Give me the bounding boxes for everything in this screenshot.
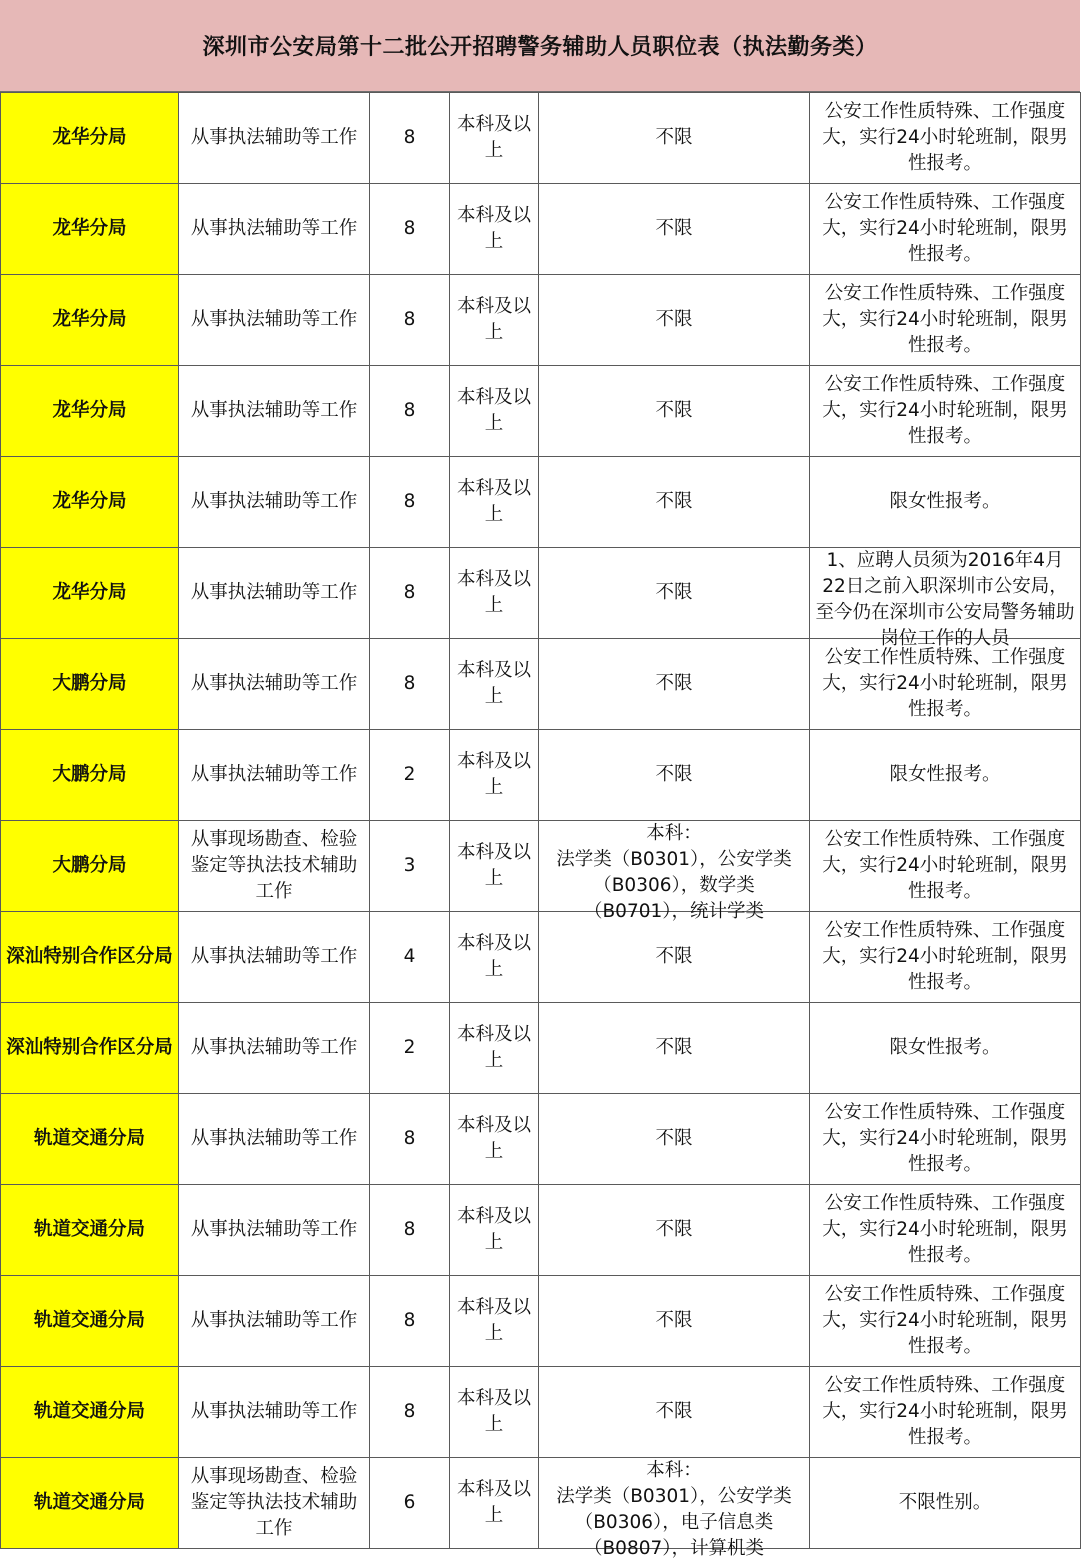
headcount-cell xyxy=(370,1003,450,1094)
department-cell-text: 龙华分局 xyxy=(52,400,127,421)
headcount-cell xyxy=(370,1094,450,1185)
education-cell xyxy=(450,548,539,639)
note-cell xyxy=(810,366,1081,457)
table-row xyxy=(1,639,1081,730)
duty-cell-text: 从事执法辅助等工作 xyxy=(190,127,358,148)
note-cell xyxy=(810,1276,1081,1367)
major-cell-text: 不限 xyxy=(655,400,693,421)
note-cell-text: 公安工作性质特殊、工作强度大，实行24小时轮班制，限男性报考。 xyxy=(822,283,1068,356)
note-cell xyxy=(810,912,1081,1003)
education-cell xyxy=(450,457,539,548)
duty-cell xyxy=(179,730,370,821)
education-cell xyxy=(450,1367,539,1458)
education-cell xyxy=(450,912,539,1003)
table-row xyxy=(1,275,1081,366)
table-row xyxy=(1,457,1081,548)
major-cell-text: 不限 xyxy=(655,764,693,785)
duty-cell xyxy=(179,1367,370,1458)
headcount-cell-text: 8 xyxy=(403,1128,416,1149)
education-cell xyxy=(450,184,539,275)
table-row xyxy=(1,1458,1081,1549)
headcount-cell-text: 8 xyxy=(403,1401,416,1422)
department-cell-text: 轨道交通分局 xyxy=(33,1401,145,1422)
department-cell xyxy=(1,730,179,821)
department-cell xyxy=(1,457,179,548)
education-cell xyxy=(450,1003,539,1094)
major-cell-text: 不限 xyxy=(655,673,693,694)
headcount-cell xyxy=(370,366,450,457)
headcount-cell-text: 8 xyxy=(403,491,416,512)
headcount-cell-text: 8 xyxy=(403,309,416,330)
note-cell xyxy=(810,1458,1081,1549)
headcount-cell-text: 2 xyxy=(403,764,416,785)
department-cell-text: 龙华分局 xyxy=(52,309,127,330)
note-cell xyxy=(810,1094,1081,1185)
department-cell xyxy=(1,1367,179,1458)
department-cell-text: 轨道交通分局 xyxy=(33,1310,145,1331)
department-cell-text: 龙华分局 xyxy=(52,491,127,512)
major-cell xyxy=(539,275,810,366)
education-cell xyxy=(450,1094,539,1185)
headcount-cell xyxy=(370,457,450,548)
table-row xyxy=(1,1003,1081,1094)
duty-cell-text: 从事现场勘查、检验鉴定等执法技术辅助工作 xyxy=(190,1466,358,1539)
note-cell-text: 公安工作性质特殊、工作强度大，实行24小时轮班制，限男性报考。 xyxy=(822,829,1068,902)
note-cell-text: 不限性别。 xyxy=(898,1492,992,1513)
education-cell-text: 本科及以上 xyxy=(456,1297,531,1344)
department-cell-text: 轨道交通分局 xyxy=(33,1492,145,1513)
note-cell-text: 公安工作性质特殊、工作强度大，实行24小时轮班制，限男性报考。 xyxy=(822,101,1068,174)
headcount-cell-text: 3 xyxy=(403,855,416,876)
table-row xyxy=(1,1367,1081,1458)
note-cell xyxy=(810,730,1081,821)
headcount-cell xyxy=(370,1185,450,1276)
major-cell-text: 本科： 法学类（B0301），公安学类（B0306），数学类（B0701），统计学类 xyxy=(556,823,792,922)
education-cell xyxy=(450,275,539,366)
education-cell-text: 本科及以上 xyxy=(456,387,531,434)
major-cell xyxy=(539,912,810,1003)
major-cell xyxy=(539,821,810,922)
education-cell-text: 本科及以上 xyxy=(456,933,531,980)
table-row xyxy=(1,1276,1081,1367)
duty-cell-text: 从事执法辅助等工作 xyxy=(190,1128,358,1149)
education-cell-text: 本科及以上 xyxy=(456,1206,531,1253)
note-cell-text: 公安工作性质特殊、工作强度大，实行24小时轮班制，限男性报考。 xyxy=(822,1284,1068,1357)
department-cell-text: 大鹏分局 xyxy=(52,673,127,694)
duty-cell xyxy=(179,93,370,184)
table-row xyxy=(1,93,1081,184)
major-cell-text: 不限 xyxy=(655,491,693,512)
duty-cell-text: 从事执法辅助等工作 xyxy=(190,764,358,785)
major-cell xyxy=(539,730,810,821)
table-row xyxy=(1,730,1081,821)
duty-cell-text: 从事执法辅助等工作 xyxy=(190,1310,358,1331)
note-cell-text: 公安工作性质特殊、工作强度大，实行24小时轮班制，限男性报考。 xyxy=(822,1375,1068,1448)
department-cell-text: 轨道交通分局 xyxy=(33,1219,145,1240)
education-cell-text: 本科及以上 xyxy=(456,751,531,798)
job-table-body xyxy=(1,93,1081,1559)
education-cell xyxy=(450,730,539,821)
duty-cell xyxy=(179,1276,370,1367)
duty-cell-text: 从事执法辅助等工作 xyxy=(190,218,358,239)
major-cell xyxy=(539,1458,810,1559)
department-cell xyxy=(1,548,179,639)
department-cell-text: 龙华分局 xyxy=(52,127,127,148)
education-cell xyxy=(450,366,539,457)
note-cell-text: 限女性报考。 xyxy=(889,1037,1001,1058)
headcount-cell-text: 8 xyxy=(403,218,416,239)
headcount-cell-text: 8 xyxy=(403,127,416,148)
major-cell-text: 不限 xyxy=(655,1128,693,1149)
department-cell-text: 轨道交通分局 xyxy=(33,1128,145,1149)
major-cell xyxy=(539,1094,810,1185)
duty-cell-text: 从事执法辅助等工作 xyxy=(190,1401,358,1422)
department-cell-text: 深汕特别合作区分局 xyxy=(6,1037,173,1058)
headcount-cell xyxy=(370,730,450,821)
duty-cell-text: 从事执法辅助等工作 xyxy=(190,946,358,967)
duty-cell-text: 从事执法辅助等工作 xyxy=(190,1219,358,1240)
duty-cell xyxy=(179,184,370,275)
headcount-cell-text: 4 xyxy=(403,946,416,967)
table-row xyxy=(1,366,1081,457)
duty-cell-text: 从事执法辅助等工作 xyxy=(190,400,358,421)
headcount-cell-text: 2 xyxy=(403,1037,416,1058)
education-cell-text: 本科及以上 xyxy=(456,1024,531,1071)
department-cell-text: 龙华分局 xyxy=(52,582,127,603)
education-cell-text: 本科及以上 xyxy=(456,1115,531,1162)
table-row xyxy=(1,1185,1081,1276)
note-cell-text: 公安工作性质特殊、工作强度大，实行24小时轮班制，限男性报考。 xyxy=(822,192,1068,265)
note-cell xyxy=(810,275,1081,366)
education-cell xyxy=(450,1185,539,1276)
education-cell xyxy=(450,821,539,912)
major-cell xyxy=(539,366,810,457)
major-cell-text: 不限 xyxy=(655,946,693,967)
table-row xyxy=(1,821,1081,912)
department-cell xyxy=(1,639,179,730)
department-cell xyxy=(1,1458,179,1549)
headcount-cell-text: 8 xyxy=(403,1310,416,1331)
headcount-cell-text: 8 xyxy=(403,1219,416,1240)
department-cell xyxy=(1,1003,179,1094)
education-cell-text: 本科及以上 xyxy=(456,114,531,161)
note-cell xyxy=(810,1185,1081,1276)
duty-cell xyxy=(179,366,370,457)
education-cell-text: 本科及以上 xyxy=(456,1479,531,1526)
major-cell-text: 不限 xyxy=(655,218,693,239)
note-cell-text: 限女性报考。 xyxy=(889,764,1001,785)
major-cell xyxy=(539,93,810,184)
duty-cell xyxy=(179,639,370,730)
education-cell xyxy=(450,1458,539,1549)
duty-cell xyxy=(179,275,370,366)
headcount-cell-text: 8 xyxy=(403,400,416,421)
major-cell-text: 不限 xyxy=(655,1401,693,1422)
note-cell-text: 公安工作性质特殊、工作强度大，实行24小时轮班制，限男性报考。 xyxy=(822,647,1068,720)
department-cell xyxy=(1,366,179,457)
note-cell-text: 公安工作性质特殊、工作强度大，实行24小时轮班制，限男性报考。 xyxy=(822,1102,1068,1175)
headcount-cell xyxy=(370,548,450,639)
note-cell xyxy=(810,457,1081,548)
duty-cell-text: 从事执法辅助等工作 xyxy=(190,491,358,512)
major-cell-text: 不限 xyxy=(655,1310,693,1331)
duty-cell-text: 从事执法辅助等工作 xyxy=(190,582,358,603)
major-cell xyxy=(539,1276,810,1367)
table-row xyxy=(1,912,1081,1003)
department-cell xyxy=(1,1276,179,1367)
duty-cell-text: 从事执法辅助等工作 xyxy=(190,1037,358,1058)
duty-cell xyxy=(179,1185,370,1276)
education-cell-text: 本科及以上 xyxy=(456,842,531,889)
note-cell xyxy=(810,1003,1081,1094)
note-cell-text: 限女性报考。 xyxy=(889,491,1001,512)
note-cell-text: 公安工作性质特殊、工作强度大，实行24小时轮班制，限男性报考。 xyxy=(822,1193,1068,1266)
table-row xyxy=(1,548,1081,639)
headcount-cell-text: 6 xyxy=(403,1492,416,1513)
education-cell-text: 本科及以上 xyxy=(456,296,531,343)
table-title-bar xyxy=(0,0,1080,92)
education-cell xyxy=(450,639,539,730)
major-cell xyxy=(539,1367,810,1458)
headcount-cell xyxy=(370,821,450,912)
note-cell xyxy=(810,639,1081,730)
headcount-cell xyxy=(370,275,450,366)
table-row xyxy=(1,184,1081,275)
note-cell xyxy=(810,184,1081,275)
department-cell-text: 龙华分局 xyxy=(52,218,127,239)
education-cell-text: 本科及以上 xyxy=(456,569,531,616)
note-cell xyxy=(810,821,1081,912)
duty-cell xyxy=(179,1094,370,1185)
duty-cell-text: 从事现场勘查、检验鉴定等执法技术辅助工作 xyxy=(190,829,358,902)
department-cell xyxy=(1,821,179,912)
note-cell-text: 公安工作性质特殊、工作强度大，实行24小时轮班制，限男性报考。 xyxy=(822,374,1068,447)
headcount-cell xyxy=(370,1367,450,1458)
education-cell-text: 本科及以上 xyxy=(456,205,531,252)
duty-cell-text: 从事执法辅助等工作 xyxy=(190,673,358,694)
note-cell xyxy=(810,1367,1081,1458)
department-cell-text: 大鹏分局 xyxy=(52,764,127,785)
department-cell xyxy=(1,184,179,275)
duty-cell xyxy=(179,457,370,548)
headcount-cell xyxy=(370,639,450,730)
major-cell xyxy=(539,1185,810,1276)
note-cell xyxy=(810,548,1081,649)
headcount-cell xyxy=(370,1458,450,1549)
headcount-cell xyxy=(370,912,450,1003)
department-cell xyxy=(1,1094,179,1185)
major-cell-text: 不限 xyxy=(655,1219,693,1240)
duty-cell xyxy=(179,821,370,912)
major-cell xyxy=(539,457,810,548)
note-cell xyxy=(810,93,1081,184)
education-cell-text: 本科及以上 xyxy=(456,478,531,525)
major-cell xyxy=(539,548,810,639)
major-cell-text: 不限 xyxy=(655,582,693,603)
duty-cell-text: 从事执法辅助等工作 xyxy=(190,309,358,330)
department-cell xyxy=(1,93,179,184)
department-cell xyxy=(1,912,179,1003)
note-cell-text: 公安工作性质特殊、工作强度大，实行24小时轮班制，限男性报考。 xyxy=(822,920,1068,993)
education-cell-text: 本科及以上 xyxy=(456,660,531,707)
education-cell-text: 本科及以上 xyxy=(456,1388,531,1435)
major-cell-text: 不限 xyxy=(655,309,693,330)
duty-cell xyxy=(179,548,370,639)
major-cell-text: 本科： 法学类（B0301），公安学类（B0306），电子信息类（B0807），计算机类 xyxy=(556,1460,792,1559)
major-cell xyxy=(539,639,810,730)
headcount-cell-text: 8 xyxy=(403,582,416,603)
headcount-cell xyxy=(370,93,450,184)
table-row xyxy=(1,1094,1081,1185)
major-cell xyxy=(539,184,810,275)
job-table xyxy=(0,92,1081,1559)
major-cell xyxy=(539,1003,810,1094)
note-cell-text: 1、应聘人员须为2016年4月22日之前入职深圳市公安局，至今仍在深圳市公安局警务辅助岗位工作的人员 xyxy=(815,550,1075,649)
major-cell-text: 不限 xyxy=(655,1037,693,1058)
headcount-cell-text: 8 xyxy=(403,673,416,694)
education-cell xyxy=(450,1276,539,1367)
department-cell xyxy=(1,1185,179,1276)
department-cell-text: 大鹏分局 xyxy=(52,855,127,876)
department-cell-text: 深汕特别合作区分局 xyxy=(6,946,173,967)
page-title: 深圳市公安局第十二批公开招聘警务辅助人员职位表（执法勤务类） xyxy=(202,35,878,60)
headcount-cell xyxy=(370,1276,450,1367)
major-cell-text: 不限 xyxy=(655,127,693,148)
duty-cell xyxy=(179,1458,370,1549)
headcount-cell xyxy=(370,184,450,275)
education-cell xyxy=(450,93,539,184)
duty-cell xyxy=(179,912,370,1003)
department-cell xyxy=(1,275,179,366)
duty-cell xyxy=(179,1003,370,1094)
